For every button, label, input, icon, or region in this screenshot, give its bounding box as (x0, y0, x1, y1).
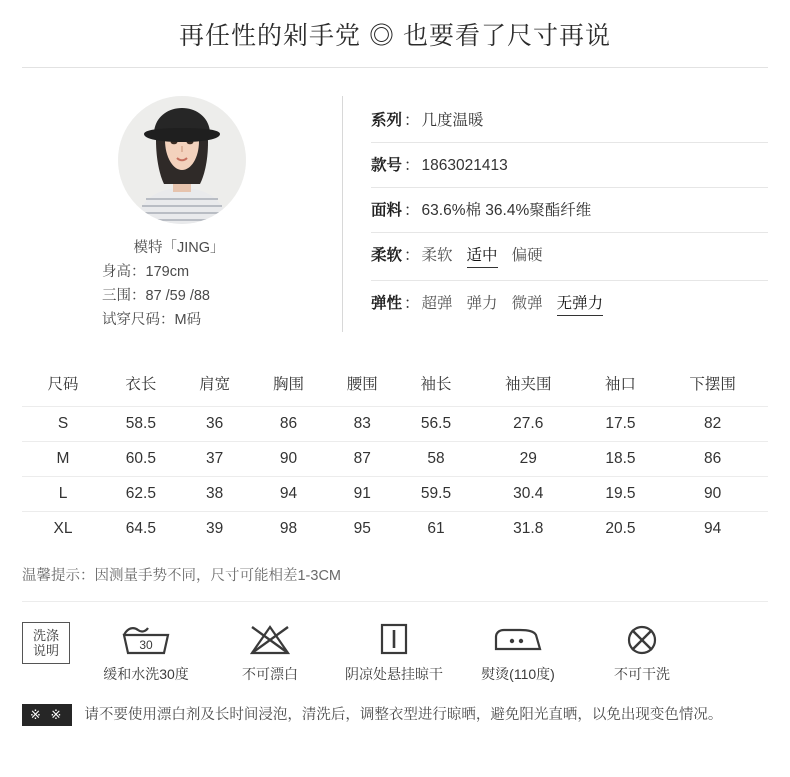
care-caption: 缓和水洗30度 (103, 666, 189, 682)
cell-length: 60.5 (104, 442, 178, 477)
cell-waist: 95 (325, 512, 399, 547)
spec-separator: ： (404, 295, 420, 312)
table-row (22, 442, 768, 477)
cell-bust: 86 (252, 407, 326, 442)
cell-armhole: 31.8 (473, 512, 584, 547)
option-elastic[interactable]: 弹力 (466, 295, 498, 312)
spec-row-fabric (371, 188, 768, 233)
spec-value: 1863021413 (421, 157, 508, 174)
care-caption: 阴凉处悬挂晾干 (345, 666, 443, 682)
col-header-hem: 下摆围 (689, 376, 736, 393)
model-info (102, 236, 262, 332)
care-instructions (22, 602, 768, 684)
size-table (22, 364, 768, 546)
softness-options (422, 243, 543, 268)
svg-text:30: 30 (139, 638, 153, 652)
warning-note (22, 704, 768, 727)
col-header-sleeve-length: 袖长 (420, 376, 452, 393)
cell-sleeve-length: 59.5 (399, 477, 473, 512)
cell-length: 58.5 (104, 407, 178, 442)
cell-shoulder: 37 (178, 442, 252, 477)
option-soft[interactable]: 柔软 (421, 247, 453, 264)
model-height: 身高：179cm (102, 264, 190, 280)
care-caption: 不可漂白 (242, 666, 298, 682)
care-caption: 不可干洗 (614, 666, 670, 682)
col-header-cuff: 袖口 (604, 376, 636, 393)
cell-bust: 94 (252, 477, 326, 512)
cell-armhole: 30.4 (473, 477, 584, 512)
cell-waist: 83 (325, 407, 399, 442)
no-dry-clean-icon (614, 618, 670, 660)
cell-shoulder: 38 (178, 477, 252, 512)
cell-bust: 90 (252, 442, 326, 477)
cell-size: S (22, 407, 104, 442)
table-row (22, 512, 768, 547)
spec-label: 款号 (371, 157, 403, 174)
cell-shoulder: 36 (178, 407, 252, 442)
care-item-iron (456, 618, 580, 684)
cell-cuff: 17.5 (584, 407, 658, 442)
cell-cuff: 18.5 (584, 442, 658, 477)
col-header-armhole: 袖夹围 (504, 376, 552, 393)
spec-label: 弹性 (371, 295, 403, 312)
cell-cuff: 19.5 (584, 477, 658, 512)
spec-row-series (371, 98, 768, 143)
wash-tub-30-icon (118, 618, 174, 660)
drip-dry-hang-icon (366, 618, 422, 660)
cell-armhole: 29 (473, 442, 584, 477)
option-slight-elastic[interactable]: 微弹 (511, 295, 543, 312)
care-badge (22, 622, 70, 664)
table-row (22, 477, 768, 512)
cell-cuff: 20.5 (584, 512, 658, 547)
spec-label: 柔软 (371, 247, 403, 264)
spec-row-elasticity (371, 281, 768, 328)
option-super-elastic[interactable]: 超弹 (421, 295, 453, 312)
cell-hem: 90 (657, 477, 768, 512)
cell-waist: 91 (325, 477, 399, 512)
model-try-size: 试穿尺码：M码 (102, 312, 202, 328)
page-title: 再任性的剁手党 ◎ 也要看了尺寸再说 (179, 21, 611, 50)
cell-size: M (22, 442, 104, 477)
spec-value: 63.6%棉 36.4%聚酯纤维 (421, 202, 592, 219)
col-header-length: 衣长 (125, 376, 157, 393)
spec-separator: ： (404, 112, 420, 129)
cell-shoulder: 39 (178, 512, 252, 547)
spec-column (342, 96, 768, 332)
spec-separator: ： (404, 157, 420, 174)
care-caption: 熨烫(110度) (481, 666, 555, 682)
care-item-drip-dry (332, 618, 456, 684)
col-header-shoulder: 肩宽 (199, 376, 231, 393)
cell-size: L (22, 477, 104, 512)
warning-tag: ※ ※ (22, 704, 72, 726)
spec-label: 系列 (371, 112, 403, 129)
cell-hem: 86 (657, 442, 768, 477)
spec-separator: ： (404, 202, 420, 219)
care-item-no-bleach (208, 618, 332, 684)
cell-length: 62.5 (104, 477, 178, 512)
page-header (22, 0, 768, 68)
model-and-spec-block (22, 68, 768, 342)
col-header-bust: 胸围 (272, 376, 304, 393)
cell-sleeve-length: 61 (399, 512, 473, 547)
model-portrait-icon (118, 96, 246, 224)
col-header-waist: 腰围 (346, 376, 378, 393)
spec-row-style-no (371, 143, 768, 188)
elasticity-options (422, 291, 604, 316)
warning-text: 请不要使用漂白剂及长时间浸泡，清洗后，调整衣型进行晾晒，避免阳光直晒，以免出现变色情况。 (84, 707, 723, 723)
spec-label: 面料 (371, 202, 403, 219)
table-header-row (22, 364, 768, 407)
cell-sleeve-length: 58 (399, 442, 473, 477)
col-header-size: 尺码 (47, 376, 79, 393)
spec-row-softness (371, 233, 768, 281)
model-name: 模特「JING」 (133, 240, 225, 256)
cell-sleeve-length: 56.5 (399, 407, 473, 442)
no-bleach-icon (242, 618, 298, 660)
spec-value: 几度温暖 (421, 112, 484, 129)
cell-bust: 98 (252, 512, 326, 547)
cell-waist: 87 (325, 442, 399, 477)
care-badge-line2: 说明 (32, 643, 59, 658)
cell-hem: 94 (657, 512, 768, 547)
model-measurements: 三围：87 /59 /88 (102, 288, 210, 304)
care-item-no-dry-clean (580, 618, 704, 684)
cell-size: XL (22, 512, 104, 547)
cell-armhole: 27.6 (473, 407, 584, 442)
table-row (22, 407, 768, 442)
spec-separator: ： (404, 247, 420, 264)
measurement-tip: 温馨提示：因测量手势不同，尺寸可能相差1-3CM (22, 564, 768, 602)
avatar (118, 96, 246, 224)
iron-110-icon (488, 618, 548, 660)
option-no-elastic[interactable]: 无弹力 (557, 291, 604, 316)
care-item-wash (84, 618, 208, 684)
cell-length: 64.5 (104, 512, 178, 547)
option-medium[interactable]: 适中 (467, 243, 498, 268)
cell-hem: 82 (657, 407, 768, 442)
model-column (22, 96, 342, 332)
care-badge-line1: 洗涤 (32, 628, 59, 643)
option-firm[interactable]: 偏硬 (511, 247, 543, 264)
